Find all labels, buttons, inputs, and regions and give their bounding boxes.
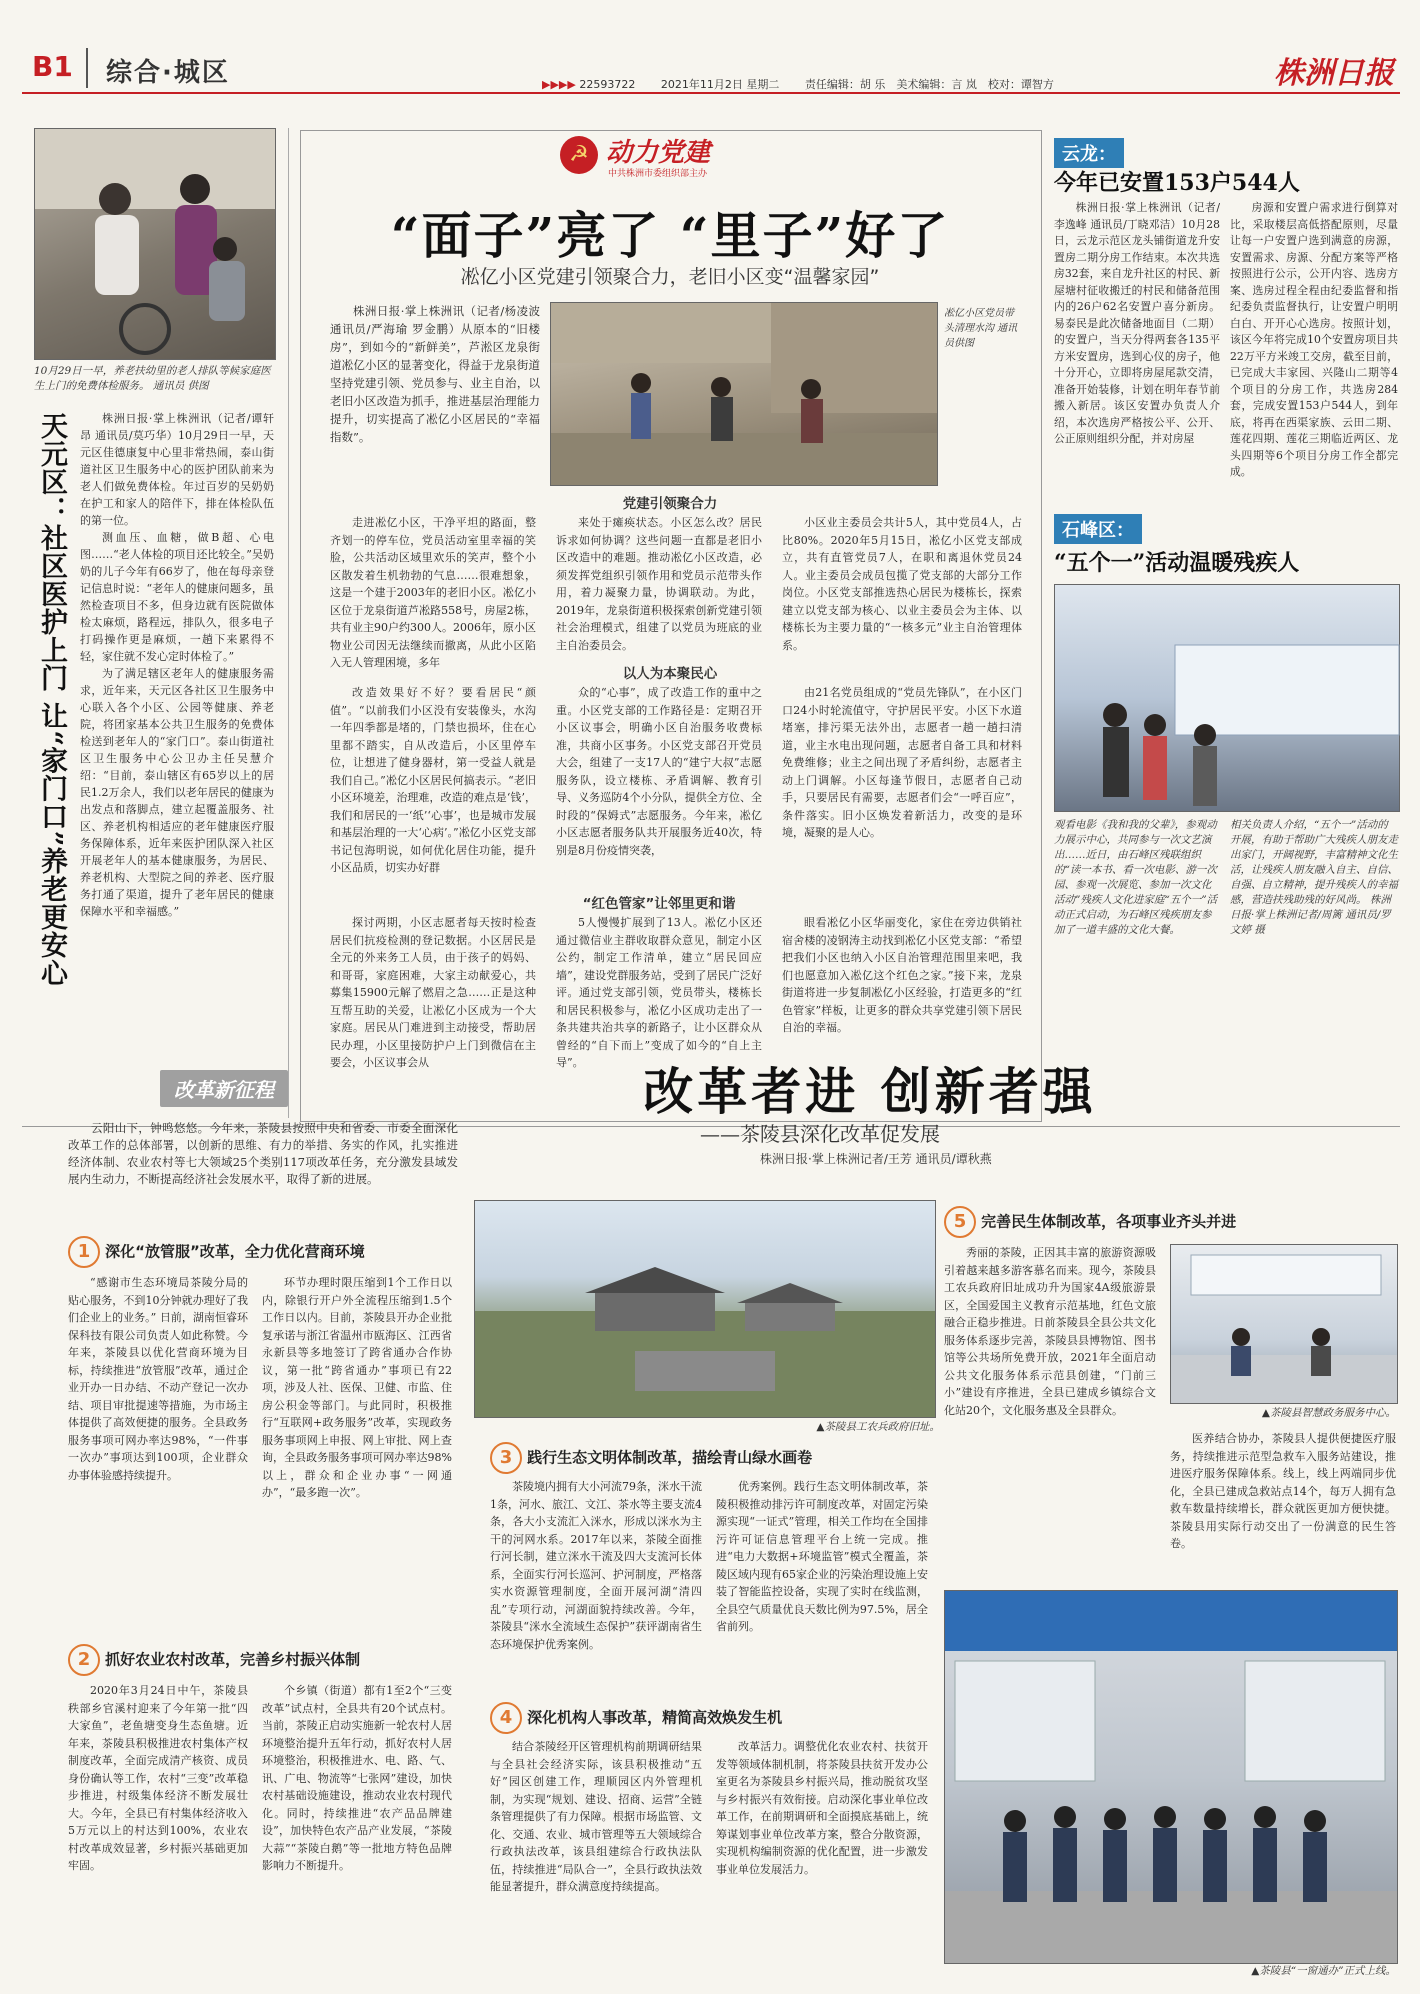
section-1-title: 深化“放管服”改革，全力优化营商环境 — [105, 1242, 365, 1261]
paragraph: 测血压、血糖，做B超、心电图……“老人体检的项目还比较全。”吴奶奶的儿子今年有66岁了，他在每母亲登记信息时说：“老年人的健康问题多，虽然检查项目不多，但身边就有医院做体检太麻烦，路程远，排队久，很多电子打码操作更是麻烦，一趟下来累得不轻，家住就不发心定时体检了。” — [80, 531, 274, 663]
logo-subtitle: 中共株洲市委组织部主办 — [608, 169, 708, 179]
date-bar — [542, 76, 1054, 92]
arrow-icon: ▶▶▶▶ — [542, 78, 576, 91]
section-number-1: 1 — [68, 1236, 100, 1268]
party-emblem-icon: ☭ — [560, 136, 598, 174]
bottom-photo-1-caption: ▲茶陵县工农兵政府旧址。 — [816, 1421, 940, 1433]
bottom-photo-3-caption: ▲茶陵县“一窗通办”正式上线。 — [1251, 1965, 1396, 1977]
center-col-i: 眼看凇亿小区华丽变化，家住在旁边供销社宿舍楼的凌钢涛主动找到凇亿小区党支部：“希望把我们小区也纳入小区自治管理范围里来吧，我们也愿意加入凇亿这个红色之家。”接下来，龙泉街道将进一步复制凇亿小区经验，打造更多的“红色管家”样板，让更多的群众共享党建引领下居民自治的幸福。 — [782, 916, 1022, 1034]
bottom-intro: 云阳山下，钟鸣悠悠。今年来，茶陵县按照中央和省委、市委全面深化改革工作的总体部署，以创新的思维、有力的举措、务实的作风，扎实推进经济体制、农业农村等七大领域25个类别117项改革任务，充分激发县域发展内生动力，不断提高经济社会发展水平，取得了新的进展。 — [68, 1121, 458, 1186]
section-4-col-2: 改革活力。调整优化农业农村、扶贫开发等领域体制机制，将茶陵县扶贫开发办公室更名为茶陵县乡村振兴局，推动脱贫攻坚与乡村振兴有效衔接。启动深化事业单位改革工作，在前期调研和全面摸底基础上，统筹谋划事业单位改革方案，整合分散资源，实现机构编制资源的优化配置，进一步激发事业单位发展活力。 — [716, 1740, 928, 1876]
section-5-title: 完善民生体制改革，各项事业齐头并进 — [981, 1212, 1237, 1231]
paper-logo: 株洲日报 — [1274, 56, 1394, 91]
paragraph: 株洲日报·掌上株洲讯（记者/谭轩昂 通讯员/莫巧华）10月29日一早，天元区佳德康复中心里非常热闹，泰山街道社区卫生服务中心的医护团队前来为老人们做免费体检。年过百岁的吴奶奶在护工和家人的陪伴下，排在体检队伍的第一位。 — [80, 412, 274, 527]
center-headline: “面子”亮了 “里子”好了 — [390, 206, 950, 265]
shifeng-headline: “五个一”活动温暖残疾人 — [1054, 550, 1300, 576]
patients-illustration — [35, 129, 275, 359]
center-subhead-1: 党建引领聚合力 — [622, 496, 718, 512]
center-col-f: 由21名党员组成的“党员先锋队”，在小区门口24小时轮流值守，守护居民平安。小区下水道堵塞，排污渠无法外出，志愿者一趟一趟扫清道，业主水电出现问题，志愿者自备工具和材料免费维修；业主之间出现了矛盾纠纷，志愿者主动上门调解。小区每逢节假日，志愿者自己动手，只要居民有需要，志愿者们会“一呼百应”，条件落实。旧小区焕发着新活力，改变的是环境，凝聚的是人心。 — [782, 686, 1022, 839]
volunteers-illustration — [551, 303, 937, 485]
section-5-col-1: 秀丽的茶陵，正因其丰富的旅游资源吸引着越来越多游客慕名而来。现今，茶陵县工农兵政府旧址成功升为国家4A级旅游景区，全国爱国主义教育示范基地，红色文旅融合正稳步推进。日前茶陵县全县公共文化服务体系逐步完善，茶陵县县博物馆、图书馆等公共场所免费开放，2021年全面启动公共文化服务体系示范县创建，“门前三小”建设有序推进，全县已建成乡镇综合文化站20个，文化服务惠及全县群众。 — [944, 1246, 1156, 1417]
yunlong-headline: 今年已安置153户544人 — [1054, 170, 1300, 196]
paragraph: 为了满足辖区老年人的健康服务需求，近年来，天元区各社区卫生服务中心联入各个小区、公园等健康、养老院，将团家基本公共卫生服务的免费体检送到老年人的“家门口”。泰山街道社区卫生服务中心公卫办主任吴慧介绍：“目前，泰山辖区有65岁以上的居民1.2万余人，我们以老年居民的健康为出发点和落脚点，建立起覆盖服务、社区、养老机构相适应的老年健康医疗服务保障体系，近年来医护团队深入社区开展老年人的基本健康服务，为居民、养老机构、大型院之间的养老、医疗服务打通了渠道，提升了老年居民的健康保障水平和幸福感。” — [80, 667, 274, 918]
group-photo-illustration — [945, 1591, 1397, 1963]
section-3-head — [490, 1442, 950, 1474]
section-3-col-2: 优秀案例。践行生态文明体制改革，茶陵积极推动排污许可制度改革，对固定污染源实现“一证式”管理，相关工作均在全国排污许可证信息管理平台上统一完成。推进“电力大数据+环境监管”模式全覆盖，茶陵区域内现有65家企业的污染治理设施上安装了智能监控设备，实现了实时在线监测，全县空气质量优良天数比例为97.5%，居全省前列。 — [716, 1480, 928, 1633]
left-headline: 天元区：社区医护上门 让“家门口”养老更安心 — [36, 412, 67, 988]
section-2-col-2: 个乡镇（街道）都有1至2个“三变改革”试点村，全县共有20个试点村。当前，茶陵正启动实施新一轮农村人居环境整治提升五年行动，抓好农村人居环境整治，积极推进水、电、路、气、讯、广电、物流等“七张网”建设，加快农村基础设施建设，推动农业农村现代化。同时，持续推进“农产品品牌建设”，加快特色农产品产业发展，“茶陵大蒜”“茶陵白鹅”等一批地方特色品牌影响力不断提升。 — [262, 1684, 452, 1872]
section-2-title: 抓好农业农村改革，完善乡村振兴体制 — [105, 1650, 361, 1669]
issue-date: 2021年11月2日 星期二 — [660, 78, 780, 91]
left-photo-caption: 10月29日一早，养老扶幼里的老人排队等候家庭医生上门的免费体检服务。 通讯员 供图 — [34, 365, 271, 392]
bottom-byline: 株洲日报·掌上株洲记者/王芳 通讯员/谭秋燕 — [760, 1152, 992, 1166]
shifeng-caption-2: 相关负责人介绍，“五个一”活动的开展，有助于帮助广大残疾人朋友走出家门，开阔视野，丰富精神文化生活，让残疾人朋友融入自主、自信、自强、自立精神，提升残疾人的幸福感，营造扶残助残的好风尚。 株洲日报·掌上株洲记者/周篱 通讯员/罗文婷 摄 — [1230, 819, 1398, 936]
bottom-subhead: ——茶陵县深化改革促发展 — [700, 1122, 940, 1146]
section-1-col-2: 环节办理时限压缩到1个工作日以内，除银行开户外全流程压缩到1.5个工作日以内。目前，茶陵县开办企业批复承诺与浙江省温州市瓯海区、江西省永新县等多地签订了跨省通办合作协议，第一批“跨省通办”事项已有22项，涉及人社、医保、卫健、市监、住房公积金等部门。与此同时，积极推行“互联网+政务服务”改革，实现政务服务事项网上申报、网上审批、网上查询，全县政务服务事项可网办率达98%以上，群众和企业办事“一网通办”，“最多跑一次”。 — [262, 1276, 452, 1499]
yunlong-tag: 云龙： — [1054, 138, 1124, 168]
center-col-e: 众的“心事”，成了改造工作的重中之重。小区党支部的工作路径是：定期召开小区议事会，明确小区自治服务收费标准，共商小区事务。小区党支部召开党员大会，组建了一支17人的“建宁大叔”志愿服务队，设立楼栋、矛盾调解、教育引导、义务巡防4个小分队，提供全方位、全时段的“保姆式”志愿服务。今年来，凇亿小区志愿者服务队共开展服务近40次，特别是8月份疫情突袭， — [556, 686, 762, 857]
page-number: B1 — [32, 50, 73, 83]
left-photo — [34, 128, 276, 360]
phone: 22593722 — [579, 78, 636, 91]
center-subhead: 凇亿小区党建引领聚合力，老旧小区变“温馨家园” — [460, 266, 880, 288]
center-col-h: 5人慢慢扩展到了13人。凇亿小区还通过微信业主群收取群众意见，制定小区公约，制定工作清单，建立“居民回应墙”，建设党群服务站，受到了居民广泛好评。通过党支部引领，党员带头，楼栋长和居民积极参与，凇亿小区成功走出了一条共建共治共享的新路子，让小区群众从曾经的“自下而上”变成了如今的“自上主导”。 — [556, 916, 762, 1069]
section-number-2: 2 — [68, 1644, 100, 1676]
section-1-col-1: “感谢市生态环境局茶陵分局的贴心服务，不到10分钟就办理好了我们企业上的业务。” 日前，湖南恒睿环保科技有限公司负责人如此称赞。今年来，茶陵县以优化营商环境为目标，持续推进“放管服”改革，通过企业开办一日办结、不动产登记一次办结、项目审批提速等措施，为市场主体提供了高效便捷的服务。全县政务服务事项可网办率达98%，“一件事一次办”事项达到100项，企业群众办事体验感持续提升。 — [68, 1276, 248, 1482]
center-subhead-2: 以人为本聚民心 — [622, 666, 718, 682]
section-4-title: 深化机构人事改革，精简高效焕发生机 — [527, 1708, 783, 1727]
section-title: 综合·城区 — [106, 58, 230, 88]
center-subhead-3: “红色管家”让邻里更和谐 — [582, 896, 736, 912]
old-town-illustration — [475, 1201, 935, 1417]
service-center-illustration — [1171, 1245, 1397, 1403]
shifeng-caption-1: 观看电影《我和我的父辈》，参观动力展示中心，共同参与一次文艺演出……近日，由石峰区残联组织的“读一本书、看一次电影、游一次园、参观一次展览、参加一次文化活动”残疾人文化进家庭“五个一”活动正式启动，为石峰区残疾朋友参加了一道丰盛的文化大餐。 — [1054, 819, 1218, 936]
left-article — [80, 410, 274, 1116]
section-5-head — [944, 1206, 1384, 1238]
section-2-col-1: 2020年3月24日中午，茶陵县秩部乡官溪村迎来了今年第一批“四大家鱼”，老鱼塘变身生态鱼塘。近年来，茶陵县积极推进农村集体产权制度改革，全面完成清产核资、成员身份确认等工作，农村“三变”改革稳步推进，村级集体经济不断发展壮大。今年，全县已有村集体经济收入5万元以上的村达到100%，农业农村改革成效显著，乡村振兴基础更加牢固。 — [68, 1684, 248, 1872]
center-col-d: 改造效果好不好？要看居民“颜值”。“以前我们小区没有安装像头，水沟一年四季都是堵的，门禁也损坏，住在心里都不踏实，自从改造后，小区里停车位，让想进了健身器材，第一受益人就是我们自己。”凇亿小区居民何搞表示。“老旧小区环境差，治理难，改造的难点是‘钱’，我们和居民的一‘纸’‘心事’，也是城市发展和基层治理的一大‘心病’。”凇亿小区党支部书记包海明说，如何优化居住功能，提升小区品质，切实办好群 — [330, 686, 536, 874]
yunlong-body-2: 房源和安置户需求进行倒算对比，采取楼层高低搭配原则，尽量让每一户安置户选到满意的房源，安置需求、房源、分配方案等严格按照进行公示，公开内容、选房方案、选房过程全程由纪委监督和指纪委负责监督执行，让安置户明明白白、开开心心选房。按照计划，该区今年将完成10个安置房项目共22万平方米竣工交房，截至目前，已完成大丰家园、兴隆山二期等4个项目的分房工作，共选房284套，完成安置153户544人，到年底，将再在西渠家族、云田二期、莲花四期、莲花三期临近两区、龙头四期等6个项目分房工作全都完成。 — [1230, 201, 1398, 478]
vertical-divider — [288, 128, 289, 1118]
shifeng-tag: 石峰区： — [1054, 514, 1142, 544]
center-col-c: 小区业主委员会共计5人，其中党员4人，占比80%。2020年5月15日，凇亿小区党支部成立，共有直管党员7人，在职和离退休党员24人。业主委员会成员包揽了党支部的大部分工作岗位。小区党支部推选热心居民为楼栋长，探索建立以党支部为核心、以业主委员会为主体、以楼栋长为主要力量的“一核多元”业主自治管理体系。 — [782, 516, 1022, 652]
bottom-photo-2 — [1170, 1244, 1398, 1404]
section-1-head — [68, 1236, 468, 1268]
exhibition-illustration — [1055, 585, 1399, 811]
section-number-5: 5 — [944, 1206, 976, 1238]
masthead — [22, 18, 1400, 94]
center-photo — [550, 302, 938, 486]
center-col-b: 来处于瘫痪状态。小区怎么改？居民诉求如何协调？这些问题一直都是老旧小区改造中的难题。推动凇亿小区改造，必须发挥党组织引领作用和党员示范带头作用，着力凝聚力量，协调联动。为此，2019年，龙泉街道积极探索创新党建引领社会治理模式，组建了以党员为班底的业主自治委员会。 — [556, 516, 762, 652]
section-3-title: 践行生态文明体制改革，描绘青山绿水画卷 — [527, 1448, 813, 1467]
section-4-col-1: 结合茶陵经开区管理机构前期调研结果与全县社会经济实际，该县积极推动“五好”园区创建工作，理顺园区内外管理机制，为实现“规划、建设、招商、运营”全链条管理提供了有力保障。根据市场监管、文化、交通、农业、城市管理等五大领域综合行政执法改革，该县组建综合行政执法队伍，持续推进“局队合一”，全县行政执法效能显著提升，群众满意度持续提高。 — [490, 1740, 702, 1893]
center-col-a: 走进凇亿小区，干净平坦的路面，整齐划一的停车位，党员活动室里幸福的笑脸，公共活动区域里欢乐的笑声，整个小区散发着生机勃勃的气息……很难想象，这是一个建于2003年的老旧小区。凇亿小区位于龙泉街道芦凇路558号，房屋2栋，共有业主90户约300人。2006年，原小区物业公司因无法继续而撤离，从此小区陷入无人管理困境，多年 — [330, 516, 536, 669]
section-5-col-2: 医养结合协办，茶陵县人提供便捷医疗服务，持续推进示范型急救车入服务站建设，推进医疗服务保障体系。线上，线上两端同步优化，全县已建成急救站点14个，每万人拥有急救车数量持续增长，群众就医更加方便快捷。茶陵县用实际行动交出了一份满意的民生答卷。 — [1170, 1432, 1396, 1550]
bottom-photo-2-caption: ▲茶陵县智慧政务服务中心。 — [1261, 1407, 1396, 1419]
bottom-photo-3 — [944, 1590, 1398, 1964]
yunlong-body-1: 株洲日报·掌上株洲讯（记者/李逸峰 通讯员/丁晓邓洁）10月28日，云龙示范区龙头铺街道龙升安置房二期分房工作结束。本次共选房32套，来自龙升社区的村民、新屋塘村征收搬迁的村民和储备范围内的26户62名安置户喜分新房。易泰民是此次储备地面目（二期）的安置户，当天分得两套各135平方米安置房，选到心仪的房子，他十分开心，立即将房屋尾款交清，准备开始装修，计划在明年春节前搬入新居。该区安置办负责人介绍，本次选房严格按公平、公开、公正原则组织分配，并对房屋 — [1054, 201, 1220, 445]
center-lede: 株洲日报·掌上株洲讯（记者/杨凌波 通讯员/严海瑜 罗金鹏）从原本的“旧楼房”，到如今的“新鲜美”，芦淞区龙泉街道凇亿小区的显著变化，得益于龙泉街道坚持党建引领、党员参与、业主自治，以老旧小区改造为抓手，推进基层治理能力提升，切实提高了凇亿小区居民的“幸福指数”。 — [330, 304, 540, 444]
bottom-headline: 改革者进 创新者强 — [643, 1062, 1097, 1121]
section-4-head — [490, 1702, 950, 1734]
section-3-col-1: 茶陵境内拥有大小河流79条，洣水干流1条，河水、旅江、文江、茶水等主要支流4条，各大小支流汇入洣水，形成以洣水为主干的河网水系。2017年以来，茶陵全面推行河长制，建立洣水干流及四大支流河长体系，全面实行河长巡河、护河制度，严格落实水资源管理制度，全面开展河湖“清四乱”专项行动，河湖面貌持续改善。今年，茶陵县“洣水全流域生态保护”获评湖南省生态环境保护优秀案例。 — [490, 1480, 702, 1651]
section-number-4: 4 — [490, 1702, 522, 1734]
header-rule — [22, 92, 1400, 94]
editors: 责任编辑：胡 乐 美术编辑：言 岚 校对：谭智方 — [804, 78, 1054, 91]
center-col-g: 探讨两期，小区志愿者每天按时检查居民们抗疫检测的登记数据。小区居民是全元的外来务工人员，由于孩子的妈妈、和哥哥，家庭困难，大家主动献爱心，共募集15900元解了燃眉之急……正是这种互帮互助的关爱，让凇亿小区成为一个大家庭。居民从门难进到主动接受，帮助居民办理，小区里接防护户上门到微信在主要会，小区议事会从 — [330, 916, 536, 1069]
section-number-3: 3 — [490, 1442, 522, 1474]
bottom-photo-1 — [474, 1200, 936, 1418]
shifeng-photo — [1054, 584, 1400, 812]
center-photo-caption: 凇亿小区党员带头清理水沟 通讯员供图 — [944, 308, 1018, 349]
section-2-head — [68, 1644, 468, 1676]
divider — [86, 48, 88, 88]
reform-banner: 改革新征程 — [160, 1070, 288, 1107]
logo-title: 动力党建 — [606, 138, 711, 168]
dongli-logo — [560, 130, 760, 188]
